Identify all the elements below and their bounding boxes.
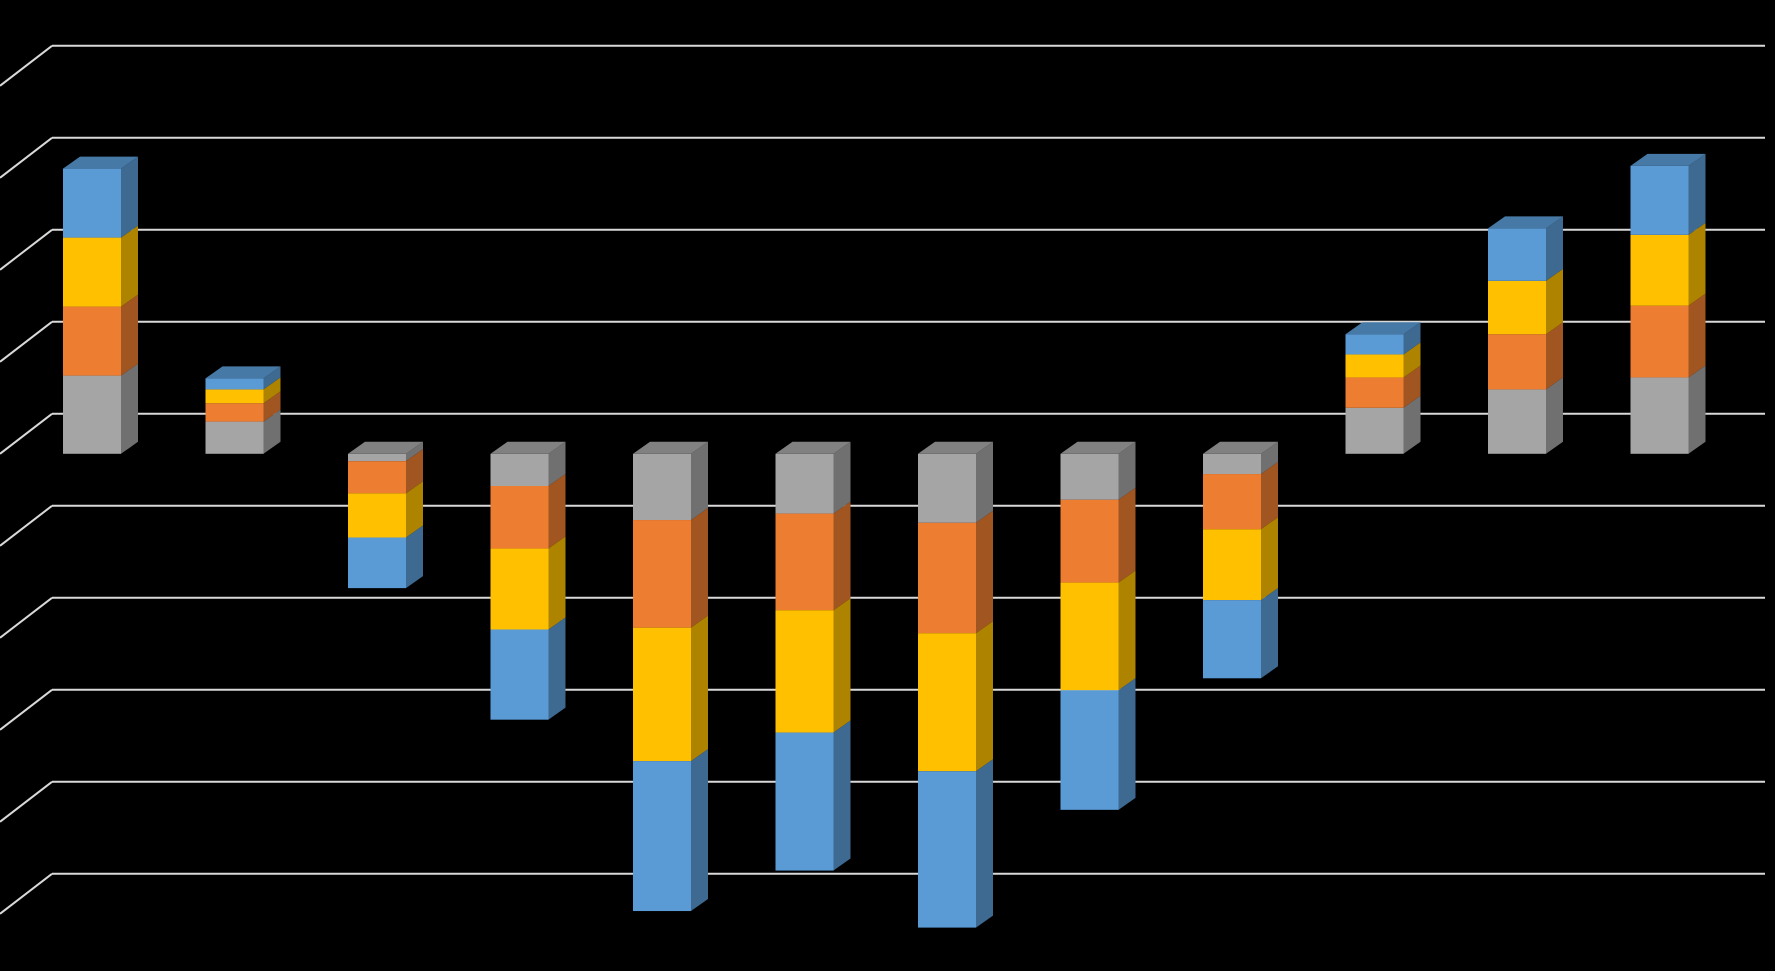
bar-segment-series-2 [63,307,121,376]
bar-segment-series-2 [918,523,976,633]
bar-side-series-2 [691,508,708,628]
bar-segment-series-1 [1346,408,1404,454]
bars [63,154,1706,928]
bar-segment-series-2 [1631,306,1689,378]
column-6 [776,442,851,871]
column-10 [1346,322,1421,454]
bar-segment-series-3 [1346,354,1404,377]
gridline-diagonal [0,874,52,914]
gridline-diagonal [0,598,52,638]
bar-side-series-1 [834,442,851,514]
bar-segment-series-1 [1203,454,1261,474]
column-11 [1488,216,1563,453]
gridline-diagonal [0,138,52,178]
bar-segment-series-3 [63,238,121,307]
bar-side-series-2 [549,474,566,549]
bar-segment-series-3 [776,610,834,732]
bar-segment-series-1 [206,422,264,454]
bar-segment-series-1 [1488,389,1546,453]
gridline-diagonal [0,690,52,730]
bar-segment-series-3 [491,549,549,630]
bar-segment-series-4 [1346,334,1404,354]
bar-segment-series-4 [1061,690,1119,810]
column-7 [918,442,993,928]
bar-segment-series-2 [491,486,549,549]
bar-segment-series-1 [918,454,976,523]
bar-segment-series-3 [1631,235,1689,306]
bar-segment-series-2 [1061,500,1119,583]
column-12 [1631,154,1706,454]
bar-side-series-3 [549,537,566,630]
column-1 [63,157,138,454]
bar-segment-series-4 [491,630,549,720]
bar-side-series-1 [1689,365,1706,453]
bar-segment-series-2 [348,461,406,493]
bar-segment-series-4 [1631,166,1689,235]
gridline-diagonal [0,46,52,86]
bar-side-series-4 [549,618,566,720]
column-3 [348,442,423,588]
bar-segment-series-1 [1061,454,1119,500]
bar-segment-series-2 [206,403,264,421]
bar-segment-series-4 [206,378,264,389]
bar-side-series-2 [1119,488,1136,583]
bar-side-series-4 [834,721,851,871]
bar-segment-series-4 [633,761,691,911]
gridline-diagonal [0,782,52,822]
bar-segment-series-4 [918,771,976,927]
bar-segment-series-4 [776,733,834,871]
gridline-diagonal [0,506,52,546]
gridlines [0,46,1765,914]
bar-side-series-2 [1689,294,1706,378]
bar-side-series-2 [121,295,138,376]
bar-segment-series-4 [348,538,406,589]
bar-segment-series-3 [633,628,691,761]
bar-segment-series-2 [633,520,691,628]
bar-side-series-4 [691,749,708,911]
bar-side-series-3 [121,226,138,307]
bar-side-series-1 [691,442,708,520]
bar-side-series-1 [976,442,993,523]
bar-side-series-3 [976,621,993,771]
bar-segment-series-3 [348,493,406,537]
bar-segment-series-3 [206,389,264,403]
column-2 [206,366,281,453]
bar-side-series-1 [1546,377,1563,453]
gridline-diagonal [0,414,52,454]
bar-side-series-2 [834,502,851,611]
bar-segment-series-1 [1631,377,1689,453]
column-8 [1061,442,1136,810]
bar-segment-series-2 [1488,334,1546,389]
bar-side-series-4 [121,157,138,238]
bar-side-series-4 [1689,154,1706,235]
bar-segment-series-4 [63,169,121,238]
bar-side-series-4 [1119,678,1136,810]
bar-segment-series-3 [1488,281,1546,334]
bar-segment-series-1 [63,376,121,454]
bar-segment-series-3 [1203,529,1261,600]
bar-segment-series-3 [918,633,976,771]
bar-side-series-1 [121,364,138,454]
column-9 [1203,442,1278,678]
gridline-diagonal [0,322,52,362]
bar-segment-series-1 [633,454,691,520]
bar-segment-series-4 [1488,228,1546,280]
bar-side-series-4 [1261,588,1278,678]
bar-side-series-3 [1689,223,1706,306]
bar-segment-series-2 [776,514,834,611]
column-4 [491,442,566,720]
column-5 [633,442,708,911]
bar-segment-series-1 [348,454,406,461]
bar-segment-series-2 [1346,377,1404,407]
bar-side-series-3 [1261,517,1278,600]
bar-segment-series-2 [1203,474,1261,529]
bar-side-series-3 [1119,571,1136,691]
bar-side-series-3 [834,598,851,732]
bar-segment-series-1 [776,454,834,514]
bar-side-series-3 [691,616,708,761]
bar-segment-series-4 [1203,600,1261,678]
bar-side-series-4 [976,759,993,927]
bar-segment-series-1 [491,454,549,486]
bar-segment-series-3 [1061,583,1119,691]
bar-side-series-2 [976,511,993,633]
gridline-diagonal [0,230,52,270]
